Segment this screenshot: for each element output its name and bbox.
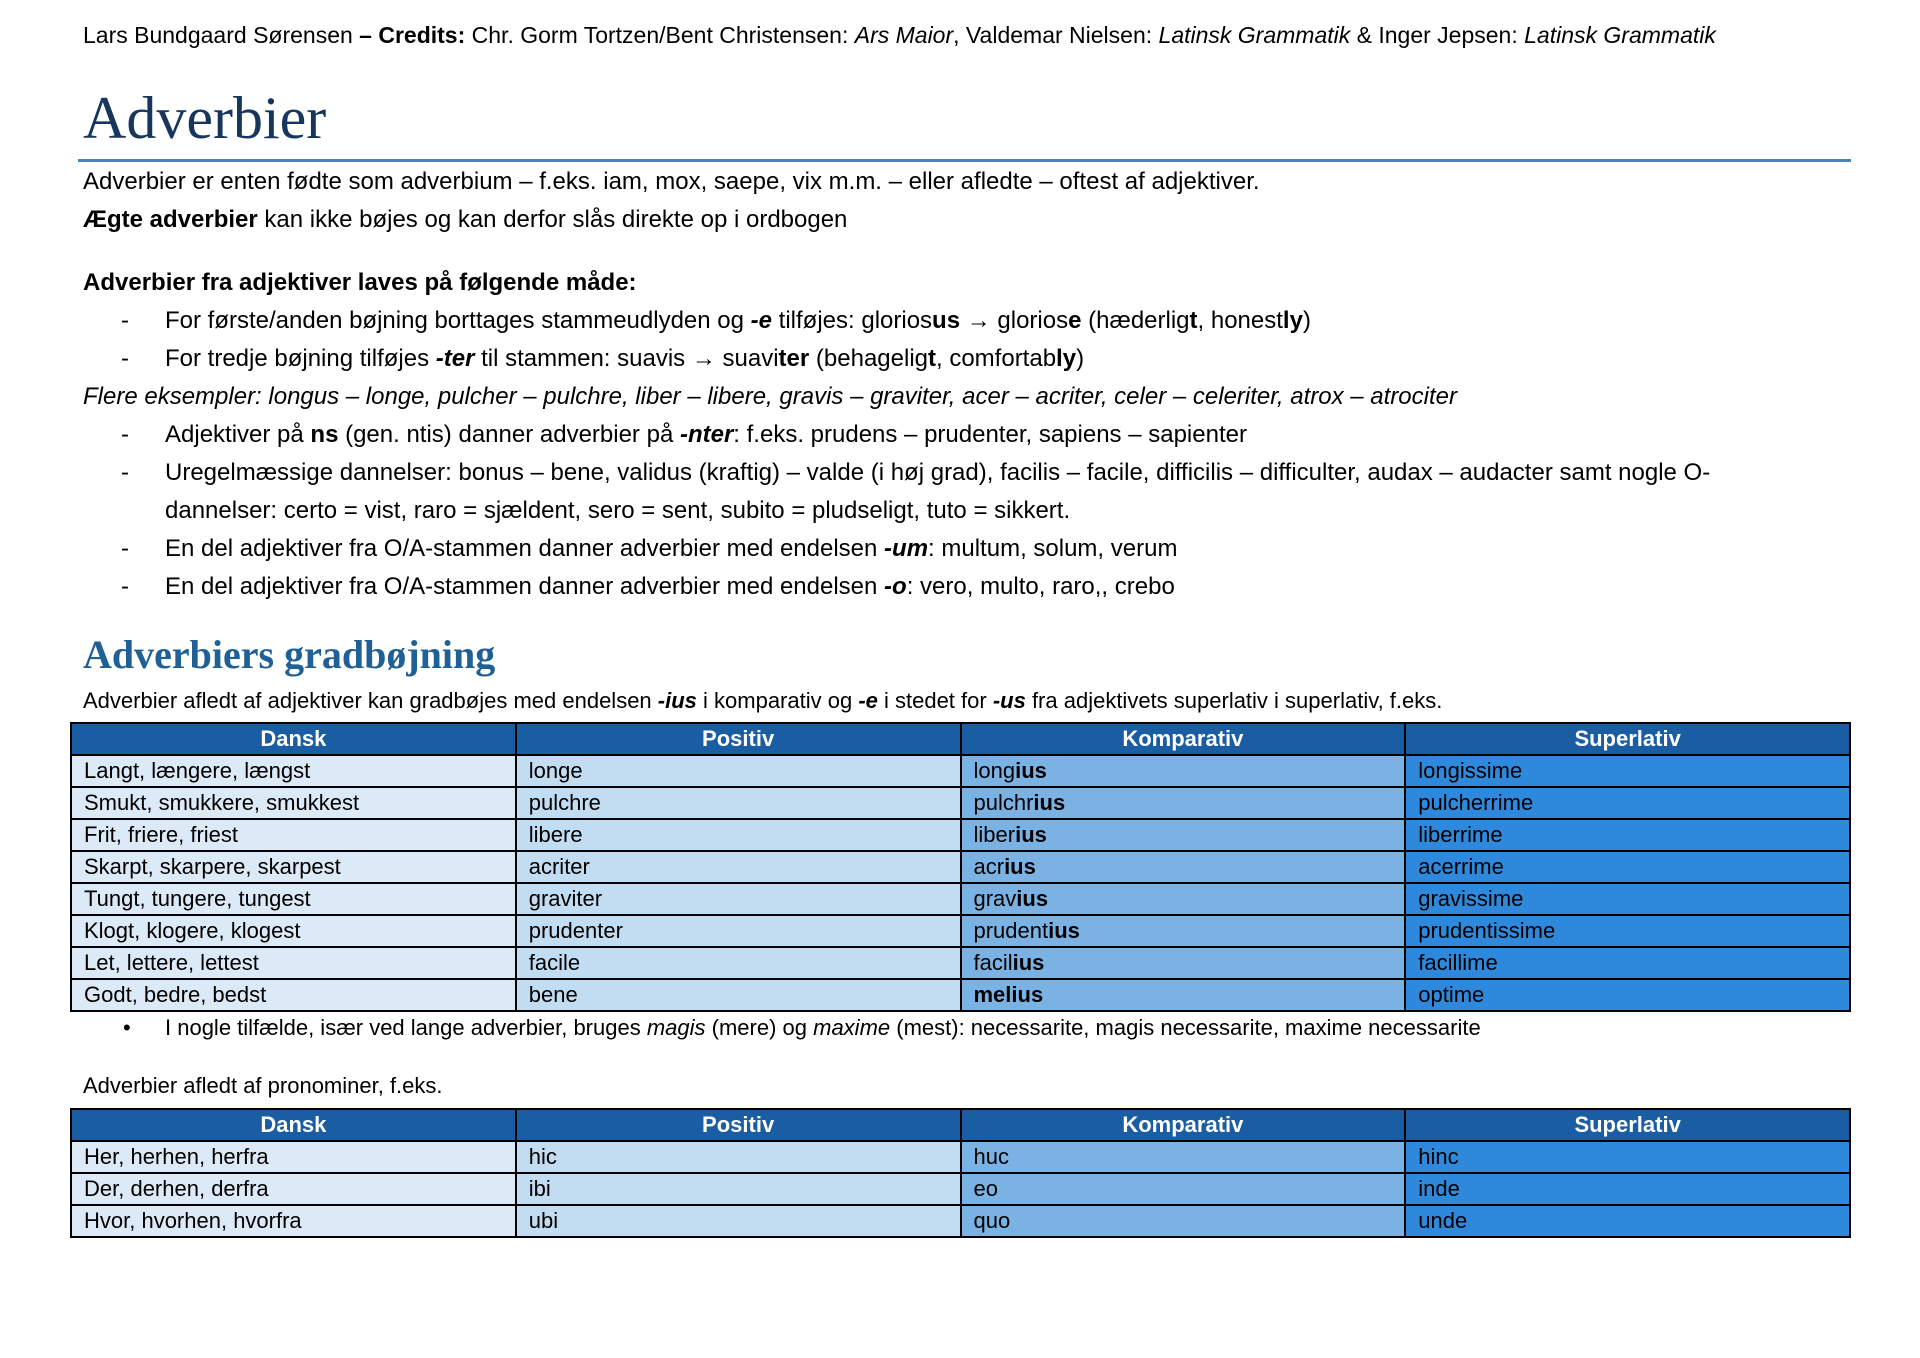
rule-irregular	[83, 454, 1710, 492]
rule1-text-4: (hæderlig	[1081, 307, 1190, 334]
cell-positiv: ubi	[516, 1205, 961, 1237]
list-dash: -	[121, 345, 129, 372]
rule3-bold: ns	[310, 421, 339, 448]
rule3-text-3: : f.eks. prudens – prudenter, sapiens – sapienter	[733, 421, 1247, 448]
intro-line-2-rest: kan ikke bøjes og kan derfor slås direkte op i ordbogen	[257, 206, 848, 233]
list-dash: -	[121, 307, 129, 334]
rule2-bold-1: ter	[778, 345, 810, 372]
header-credit3-title: Latinsk Grammatik	[1524, 22, 1716, 48]
cell-positiv: prudenter	[516, 915, 961, 947]
list-dash: -	[121, 573, 129, 600]
column-header-positiv: Positiv	[516, 723, 961, 755]
rule2-bold-3: ly	[1056, 345, 1077, 372]
arrow-right-icon: →	[685, 345, 723, 372]
cell-dansk: Der, derhen, derfra	[71, 1173, 516, 1205]
rule1-text-5: , honest	[1197, 307, 1283, 334]
cell-dansk: Let, lettere, lettest	[71, 947, 516, 979]
header-credit1-title: Ars Maior	[854, 22, 954, 48]
cell-dansk: Hvor, hvorhen, hvorfra	[71, 1205, 516, 1237]
komparativ-stem: prudent	[973, 918, 1049, 943]
rule1-text-3: glorios	[997, 307, 1069, 334]
rule2-text-6: )	[1076, 345, 1085, 372]
header-author: Lars Bundgaard Sørensen	[83, 22, 353, 48]
rule3-text: Adjektiver på	[165, 421, 311, 448]
rule6-text-2: : vero, multo, raro,, crebo	[906, 573, 1175, 600]
cell-superlativ: inde	[1405, 1173, 1850, 1205]
rule-ns-adjectives	[83, 416, 1710, 454]
table-row	[71, 915, 1850, 947]
column-header-superlativ: Superlativ	[1405, 1109, 1850, 1141]
comparison-table	[70, 722, 1851, 1012]
cell-komparativ	[961, 819, 1406, 851]
formation-heading-text: Adverbier fra adjektiver laves på følgende måde:	[83, 269, 637, 296]
cell-positiv: graviter	[516, 883, 961, 915]
page-header	[83, 20, 1716, 50]
comparison-ending-e: -e	[858, 688, 878, 713]
cell-superlativ: pulcherrime	[1405, 787, 1850, 819]
rule3-text-2: (gen. ntis) danner adverbier på	[338, 421, 680, 448]
cell-dansk: Frit, friere, friest	[71, 819, 516, 851]
rule1-ending: -e	[750, 307, 772, 334]
cell-komparativ: eo	[961, 1173, 1406, 1205]
column-header-dansk: Dansk	[71, 723, 516, 755]
formation-heading	[83, 264, 1710, 302]
rule1-bold-4: ly	[1282, 307, 1303, 334]
cell-komparativ	[961, 915, 1406, 947]
comparison-ending-us: -us	[992, 688, 1026, 713]
comparison-intro-text-2: i komparativ og	[696, 688, 859, 713]
intro-line-1: Adverbier er enten fødte som adverbium – f.eks. iam, mox, saepe, vix m.m. – eller afledte – oftest af adjektiver.	[83, 168, 1260, 195]
komparativ-stem: liber	[973, 822, 1016, 847]
cell-positiv: bene	[516, 979, 961, 1011]
rule2-text-4: (behagelig	[809, 345, 928, 372]
cell-superlativ: acerrime	[1405, 851, 1850, 883]
table-row	[71, 1205, 1850, 1237]
column-header-komparativ: Komparativ	[961, 723, 1406, 755]
comparison-intro-text-4: fra adjektivets superlativ i superlativ, f.eks.	[1025, 688, 1443, 713]
cell-superlativ: facillime	[1405, 947, 1850, 979]
rule1-bold-1: us	[932, 307, 961, 334]
cell-dansk: Godt, bedre, bedst	[71, 979, 516, 1011]
formation-block	[83, 264, 1710, 606]
rule-first-second-declension	[83, 302, 1710, 340]
cell-positiv: ibi	[516, 1173, 961, 1205]
rule1-text-6: )	[1302, 307, 1311, 334]
table-row	[71, 755, 1850, 787]
comparison-ending-ius: -ius	[657, 688, 697, 713]
rule5-text: En del adjektiver fra O/A-stammen danner adverbier med endelsen	[165, 535, 885, 562]
cell-dansk: Her, herhen, herfra	[71, 1141, 516, 1173]
rule1-text-2: tilføjes: glorios	[772, 307, 933, 334]
list-dash: -	[121, 459, 129, 486]
komparativ-stem: facil	[973, 950, 1013, 975]
intro-block	[83, 163, 1260, 239]
intro-line-2	[83, 201, 1260, 239]
rule1-bold-2: e	[1068, 307, 1082, 334]
rule3-ending: -nter	[679, 421, 734, 448]
komparativ-ending: ius	[1048, 918, 1080, 943]
table-row	[71, 819, 1850, 851]
table-row	[71, 979, 1850, 1011]
cell-superlativ: liberrime	[1405, 819, 1850, 851]
cell-dansk: Langt, længere, længst	[71, 755, 516, 787]
pronominal-intro: Adverbier afledt af pronominer, f.eks.	[83, 1073, 443, 1098]
note-maxime: maxime	[813, 1015, 891, 1040]
list-dash: -	[121, 535, 129, 562]
rule5-text-2: : multum, solum, verum	[928, 535, 1178, 562]
rule4-text-line-2: dannelser: certo = vist, raro = sjældent, sero = sent, subito = pludseligt, tuto = sikkert.	[165, 497, 1071, 524]
note-text-1: I nogle tilfælde, især ved lange adverbier, bruges	[165, 1015, 647, 1040]
cell-komparativ	[961, 787, 1406, 819]
rule2-text-5: , comfortab	[936, 345, 1057, 372]
rule6-ending: -o	[884, 573, 907, 600]
note-text-3: (mest): necessarite, magis necessarite, maxime necessarite	[890, 1015, 1481, 1040]
cell-superlativ: hinc	[1405, 1141, 1850, 1173]
header-sep2: & Inger Jepsen:	[1350, 22, 1525, 48]
table-row	[71, 851, 1850, 883]
rule-um-ending	[83, 530, 1710, 568]
cell-komparativ: quo	[961, 1205, 1406, 1237]
header-dash: – Credits:	[352, 22, 472, 48]
cell-komparativ	[961, 979, 1406, 1011]
cell-positiv: pulchre	[516, 787, 961, 819]
column-header-superlativ: Superlativ	[1405, 723, 1850, 755]
comparison-intro-text: Adverbier afledt af adjektiver kan gradbøjes med endelsen	[83, 688, 658, 713]
komparativ-stem: pulchr	[973, 790, 1034, 815]
komparativ-ending: ius	[1016, 886, 1049, 911]
table-row	[71, 1173, 1850, 1205]
more-examples: Flere eksempler: longus – longe, pulcher – pulchre, liber – libere, gravis – graviter, acer – acriter, celer – celeriter, atrox – atrociter	[83, 383, 1457, 410]
komparativ-ending: ius	[1015, 758, 1047, 783]
comparison-intro	[83, 686, 1442, 716]
cell-dansk: Smukt, smukkere, smukkest	[71, 787, 516, 819]
cell-komparativ	[961, 947, 1406, 979]
pronominal-table	[70, 1108, 1851, 1238]
cell-superlativ: optime	[1405, 979, 1850, 1011]
title-underline	[78, 159, 1851, 162]
header-credit2-title: Latinsk Grammatik	[1158, 22, 1351, 48]
cell-superlativ: longissime	[1405, 755, 1850, 787]
komparativ-stem: acr	[973, 854, 1005, 879]
cell-komparativ	[961, 755, 1406, 787]
section-heading-comparison: Adverbiers gradbøjning	[83, 632, 496, 677]
cell-dansk: Klogt, klogere, klogest	[71, 915, 516, 947]
list-dash: -	[121, 421, 129, 448]
header-credit1-author: Chr. Gorm Tortzen/Bent Christensen:	[471, 22, 855, 48]
cell-positiv: acriter	[516, 851, 961, 883]
intro-bold-term: Ægte adverbier	[83, 206, 258, 233]
cell-positiv: facile	[516, 947, 961, 979]
rule2-ending: -ter	[435, 345, 475, 372]
cell-komparativ: huc	[961, 1141, 1406, 1173]
komparativ-stem: grav	[973, 886, 1017, 911]
rule2-text-3: suavi	[722, 345, 779, 372]
note-magis: magis	[646, 1015, 706, 1040]
rule-irregular-continued	[83, 492, 1710, 530]
rule1-bold-3: t	[1189, 307, 1198, 334]
cell-dansk: Tungt, tungere, tungest	[71, 883, 516, 915]
komparativ-ending: melius	[973, 982, 1044, 1007]
rule-o-ending	[83, 568, 1710, 606]
page-title: Adverbier	[83, 85, 327, 151]
arrow-right-icon: →	[960, 307, 998, 334]
komparativ-ending: ius	[1012, 950, 1045, 975]
rule2-text: For tredje bøjning tilføjes	[165, 345, 436, 372]
cell-superlativ: prudentissime	[1405, 915, 1850, 947]
komparativ-stem: long	[973, 758, 1016, 783]
cell-superlativ: unde	[1405, 1205, 1850, 1237]
note-text	[165, 1013, 1481, 1043]
rule-third-declension	[83, 340, 1710, 378]
column-header-positiv: Positiv	[516, 1109, 961, 1141]
komparativ-ending: ius	[1015, 822, 1047, 847]
table-row	[71, 1141, 1850, 1173]
note-text-2: (mere) og	[705, 1015, 814, 1040]
rule5-ending: -um	[884, 535, 929, 562]
cell-positiv: libere	[516, 819, 961, 851]
rule1-text: For første/anden bøjning borttages stammeudlyden og	[165, 307, 751, 334]
cell-positiv: longe	[516, 755, 961, 787]
table-row	[71, 787, 1850, 819]
table-row	[71, 883, 1850, 915]
header-sep1: , Valdemar Nielsen:	[953, 22, 1159, 48]
column-header-dansk: Dansk	[71, 1109, 516, 1141]
rule6-text: En del adjektiver fra O/A-stammen danner adverbier med endelsen	[165, 573, 885, 600]
cell-komparativ	[961, 883, 1406, 915]
column-header-komparativ: Komparativ	[961, 1109, 1406, 1141]
table-header-row	[71, 1109, 1850, 1141]
cell-positiv: hic	[516, 1141, 961, 1173]
bullet-icon: •	[123, 1015, 131, 1040]
cell-dansk: Skarpt, skarpere, skarpest	[71, 851, 516, 883]
komparativ-ending: ius	[1004, 854, 1036, 879]
rule2-bold-2: t	[928, 345, 936, 372]
cell-komparativ	[961, 851, 1406, 883]
rule2-text-2: til stammen: suavis	[474, 345, 686, 372]
cell-superlativ: gravissime	[1405, 883, 1850, 915]
rule4-text-line-1: Uregelmæssige dannelser: bonus – bene, validus (kraftig) – valde (i høj grad), facilis – facile, difficilis – difficulter, audax – audacter samt nogle O-	[165, 459, 1711, 486]
table-row	[71, 947, 1850, 979]
komparativ-ending: ius	[1033, 790, 1066, 815]
table-header-row	[71, 723, 1850, 755]
comparison-intro-text-3: i stedet for	[877, 688, 993, 713]
